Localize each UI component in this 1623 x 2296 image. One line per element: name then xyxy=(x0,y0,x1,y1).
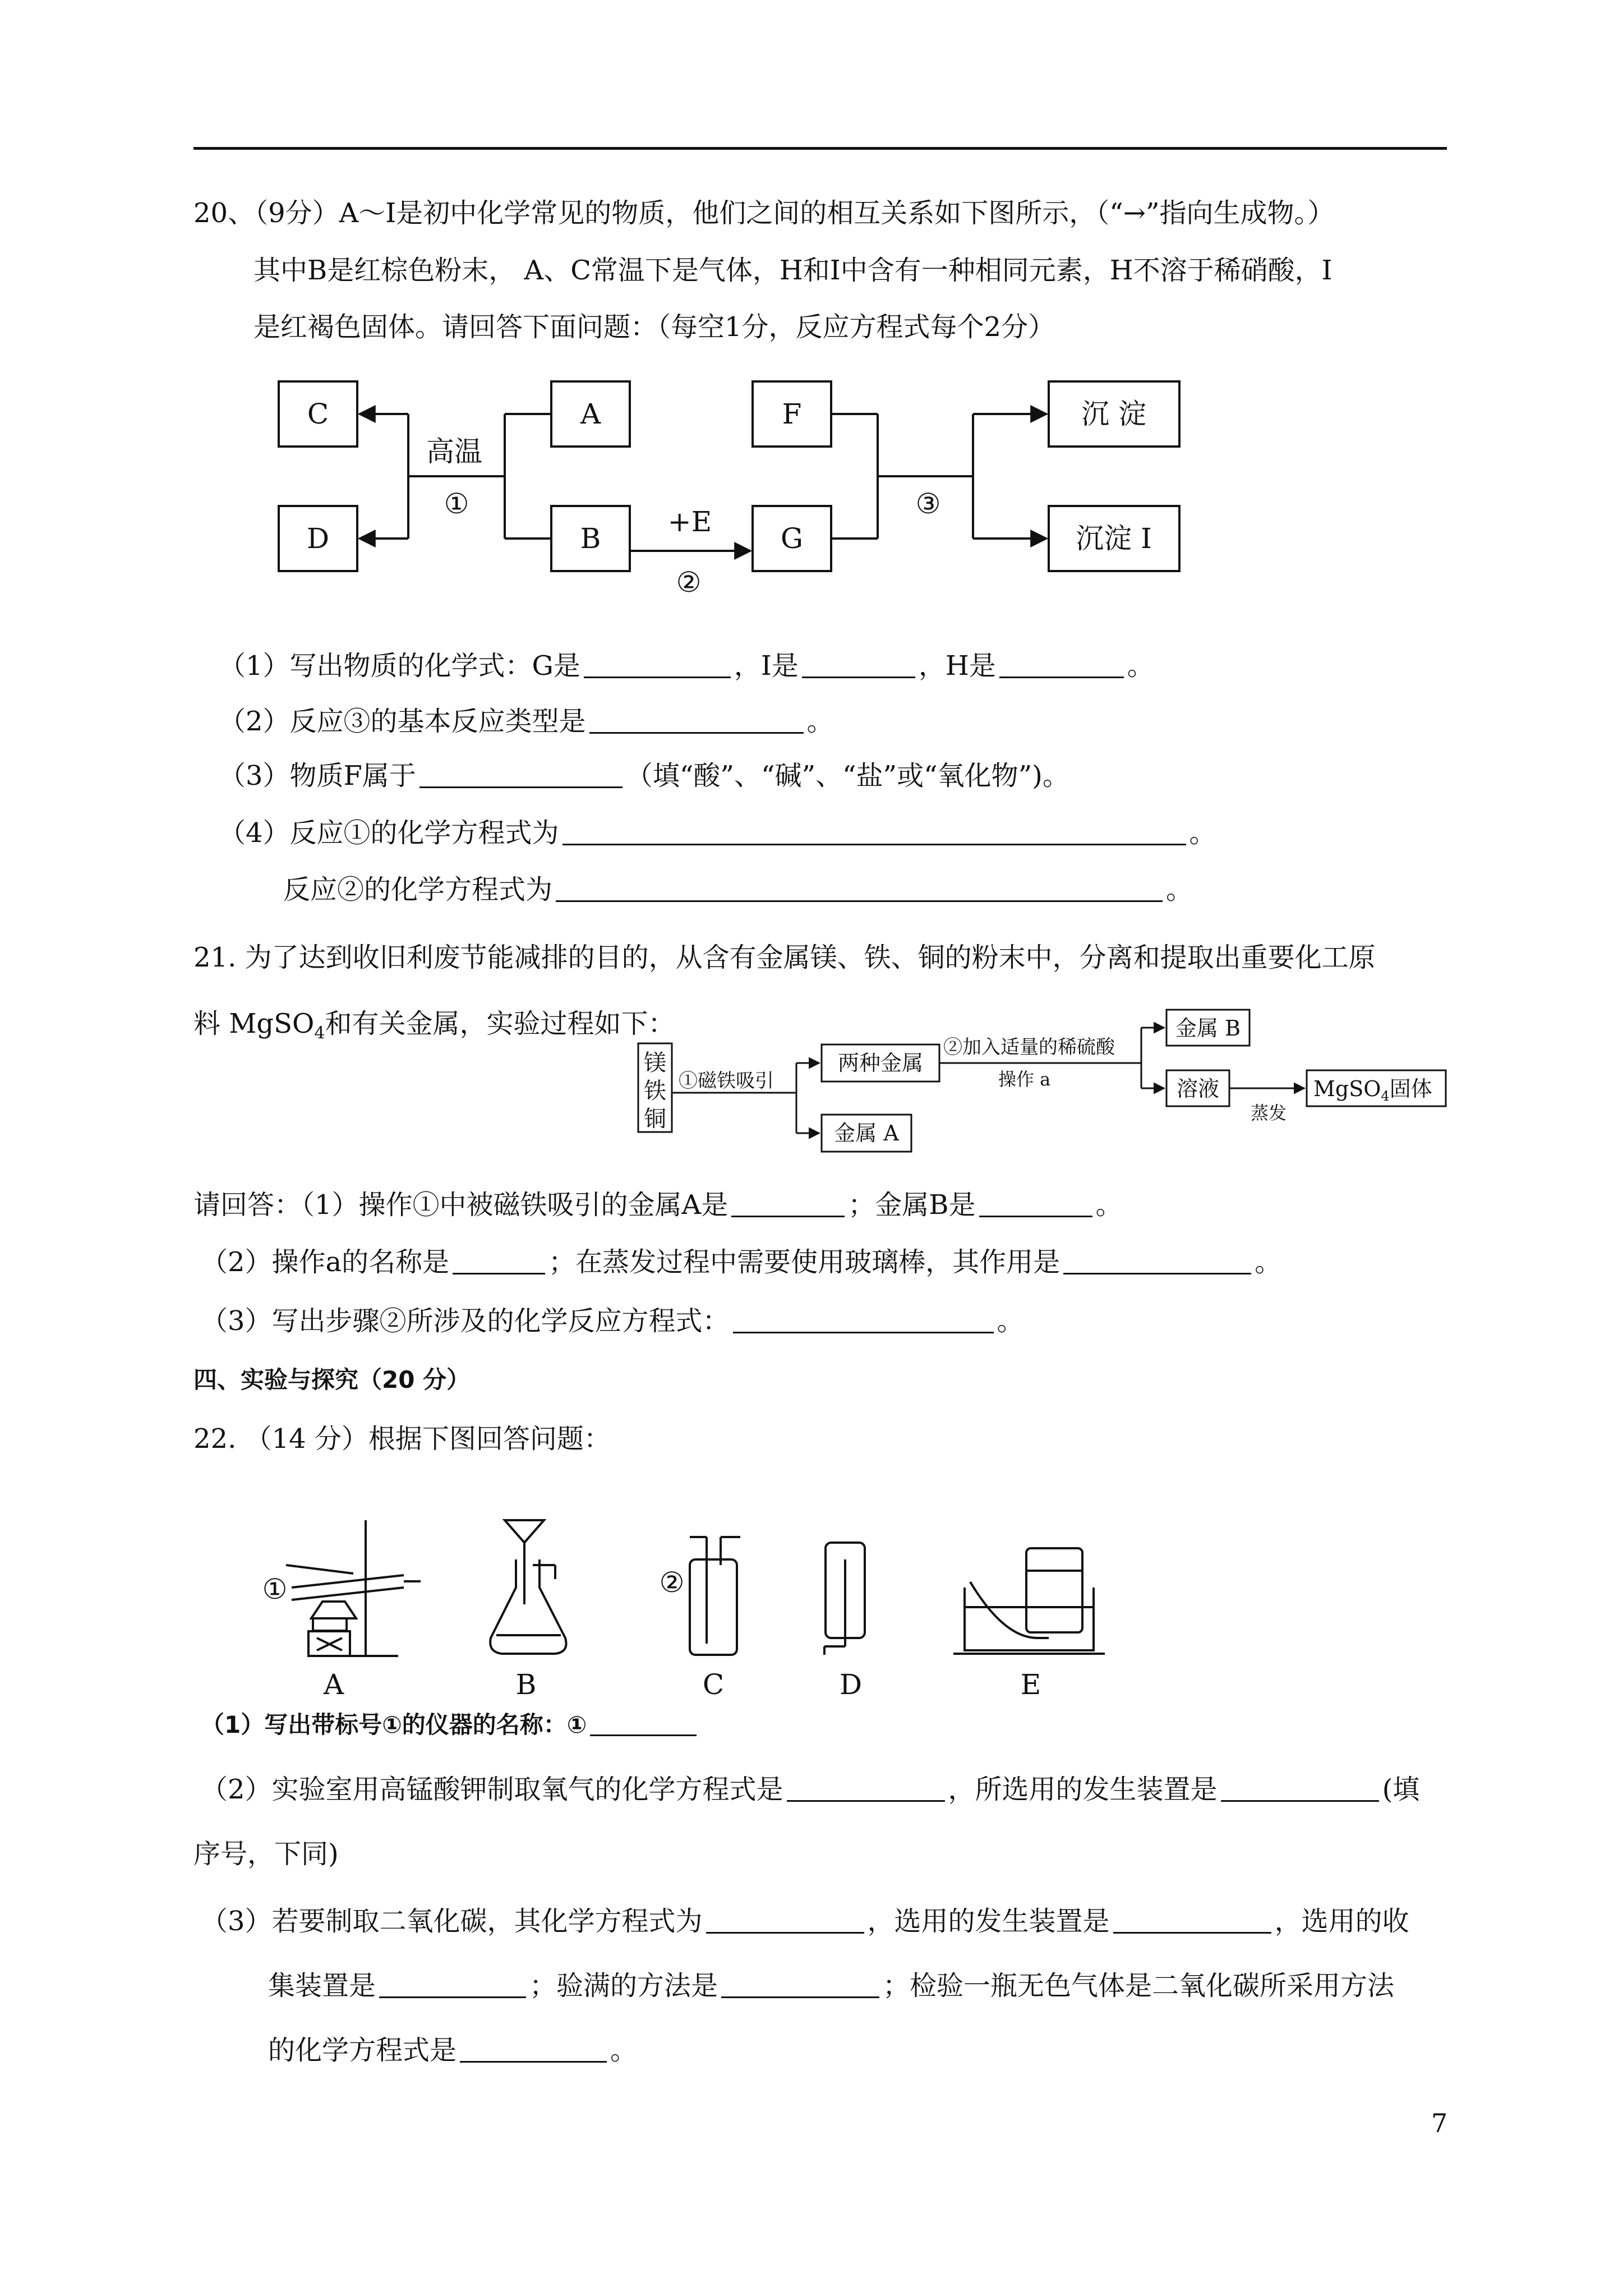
label-b: B xyxy=(580,522,601,555)
q22-stem: 22. （14 分）根据下图回答问题： xyxy=(193,1423,611,1455)
apparatus-b xyxy=(490,1520,566,1654)
label-c: C xyxy=(307,398,329,430)
answer-blank-co2-test-equation[interactable] xyxy=(460,2036,607,2063)
label-d: D xyxy=(306,522,330,555)
answer-blank-reaction-type[interactable] xyxy=(589,707,804,734)
answer-blank-metal-b[interactable] xyxy=(979,1191,1092,1217)
label-mg: 镁 xyxy=(644,1050,666,1076)
q22-sub2-line1: （2）实验室用高锰酸钾制取氧气的化学方程式是 ，所选用的发生装置是 (填 xyxy=(201,1774,1420,1805)
section-4-heading: 四、实验与探究（20 分） xyxy=(193,1366,471,1393)
label-cu: 铜 xyxy=(644,1106,666,1132)
q21-answer3: （3）写出步骤②所涉及的化学反应方程式： 。 xyxy=(201,1305,1024,1337)
q22-sub3-line3: 的化学方程式是 。 xyxy=(268,2035,638,2066)
label-two-metals: 两种金属 xyxy=(837,1051,924,1075)
q20-reaction-diagram xyxy=(0,0,1623,628)
label-reaction-1: ① xyxy=(444,487,469,520)
answer-blank-equation-1[interactable] xyxy=(562,819,1186,845)
answer-blank-kmno4-equation[interactable] xyxy=(787,1775,945,1802)
q22-apparatus-figure xyxy=(241,1503,1166,1705)
q22-sub3-line2: 集装置是 ；验满的方法是 ；检验一瓶无色气体是二氧化碳所采用方法 xyxy=(268,1970,1395,2001)
apparatus-d xyxy=(824,1543,865,1655)
label-precipitate-i: 沉淀 I xyxy=(1076,522,1152,555)
q20-sub4-line1: （4）反应①的化学方程式为 。 xyxy=(219,817,1216,849)
label-solution: 溶液 xyxy=(1176,1076,1220,1101)
q21-answer1: 请回答：（1）操作①中被磁铁吸引的金属A是 ；金属B是 。 xyxy=(193,1189,1123,1221)
answer-blank-h[interactable] xyxy=(999,652,1124,678)
label-fe: 铁 xyxy=(644,1078,666,1104)
q20-stem-line2: 其中B是红棕色粉末， A、C常温下是气体，H和I中含有一种相同元素，H不溶于稀硝酸，I xyxy=(253,255,1332,286)
answer-blank-co2-equation[interactable] xyxy=(706,1907,864,1934)
label-precipitate: 沉 淀 xyxy=(1081,398,1146,430)
answer-blank-operation-a[interactable] xyxy=(453,1248,545,1274)
label-step-2: ②加入适量的稀硫酸 xyxy=(943,1036,1115,1059)
label-apparatus-d: D xyxy=(839,1668,863,1701)
label-high-temp: 高温 xyxy=(426,435,482,468)
q20-sub3: （3）物质F属于 （填“酸”、“碱”、“盐”或“氧化物”)。 xyxy=(219,760,1069,792)
label-metal-a: 金属 A xyxy=(834,1121,899,1145)
answer-blank-glass-rod-role[interactable] xyxy=(1063,1248,1251,1274)
answer-blank-o2-generator[interactable] xyxy=(1221,1775,1379,1802)
answer-blank-instrument-name[interactable] xyxy=(590,1710,697,1736)
label-operation-a: 操作 a xyxy=(998,1069,1051,1090)
apparatus-c xyxy=(690,1537,740,1655)
answer-blank-equation-2[interactable] xyxy=(556,876,1163,902)
q20-sub4-line2: 反应②的化学方程式为 。 xyxy=(283,874,1193,905)
page-number: 7 xyxy=(1431,2108,1448,2138)
q22-sub3-line1: （3）若要制取二氧化碳，其化学方程式为 ，选用的发生装置是 ，选用的收 xyxy=(201,1906,1409,1937)
answer-blank-g[interactable] xyxy=(584,652,731,678)
label-plus-e: +E xyxy=(667,505,712,538)
label-f: F xyxy=(782,398,802,430)
q20-sub1: （1）写出物质的化学式：G是 ，I是 ，H是 。 xyxy=(219,650,1154,682)
label-step-1: ①磁铁吸引 xyxy=(679,1070,774,1092)
apparatus-a xyxy=(286,1520,421,1656)
label-apparatus-c: C xyxy=(702,1668,725,1701)
q22-sub2-line2: 序号，下同) xyxy=(193,1838,339,1870)
answer-blank-full-check[interactable] xyxy=(721,1972,879,1998)
label-metal-b: 金属 B xyxy=(1175,1016,1241,1041)
answer-blank-i[interactable] xyxy=(802,652,915,678)
label-g: G xyxy=(781,522,803,555)
answer-blank-co2-generator[interactable] xyxy=(1113,1907,1271,1934)
answer-blank-step2-equation[interactable] xyxy=(733,1307,994,1333)
q22-sub1: （1）写出带标号①的仪器的名称：① xyxy=(201,1708,700,1742)
q20-stem-line1: 20、（9分）A～I是初中化学常见的物质，他们之间的相互关系如下图所示，（“→”指向生成物。） xyxy=(193,197,1335,229)
label-reaction-3: ③ xyxy=(915,487,941,520)
q21-stem-line1: 21. 为了达到收旧利废节能减排的目的，从含有金属镁、铁、铜的粉末中，分离和提取出重要化工原 xyxy=(193,942,1376,973)
label-mgso4-solid: MgSO$_4$固体 xyxy=(1313,1076,1432,1104)
label-apparatus-e: E xyxy=(1020,1668,1041,1701)
label-a: A xyxy=(580,398,601,430)
answer-blank-f-class[interactable] xyxy=(419,762,623,788)
label-evaporate: 蒸发 xyxy=(1251,1102,1287,1124)
label-apparatus-a: A xyxy=(323,1668,344,1701)
q21-separation-flowchart xyxy=(617,1004,1458,1172)
label-reaction-2: ② xyxy=(676,566,702,599)
answer-blank-co2-collector[interactable] xyxy=(379,1972,526,1998)
q20-sub2: （2）反应③的基本反应类型是 。 xyxy=(219,706,834,737)
label-apparatus-b: B xyxy=(515,1668,537,1701)
mark-2: ② xyxy=(659,1566,685,1599)
q21-stem-line2: 料 MgSO$_4$和有关金属，实验过程如下： xyxy=(193,1008,675,1043)
q20-stem-line3: 是红褐色固体。请回答下面问题：（每空1分，反应方程式每个2分） xyxy=(253,311,1055,343)
answer-blank-metal-a[interactable] xyxy=(731,1191,845,1217)
apparatus-e xyxy=(953,1548,1105,1654)
q21-answer2: （2）操作a的名称是 ；在蒸发过程中需要使用玻璃棒，其作用是 。 xyxy=(201,1246,1282,1278)
mark-1: ① xyxy=(262,1573,288,1605)
